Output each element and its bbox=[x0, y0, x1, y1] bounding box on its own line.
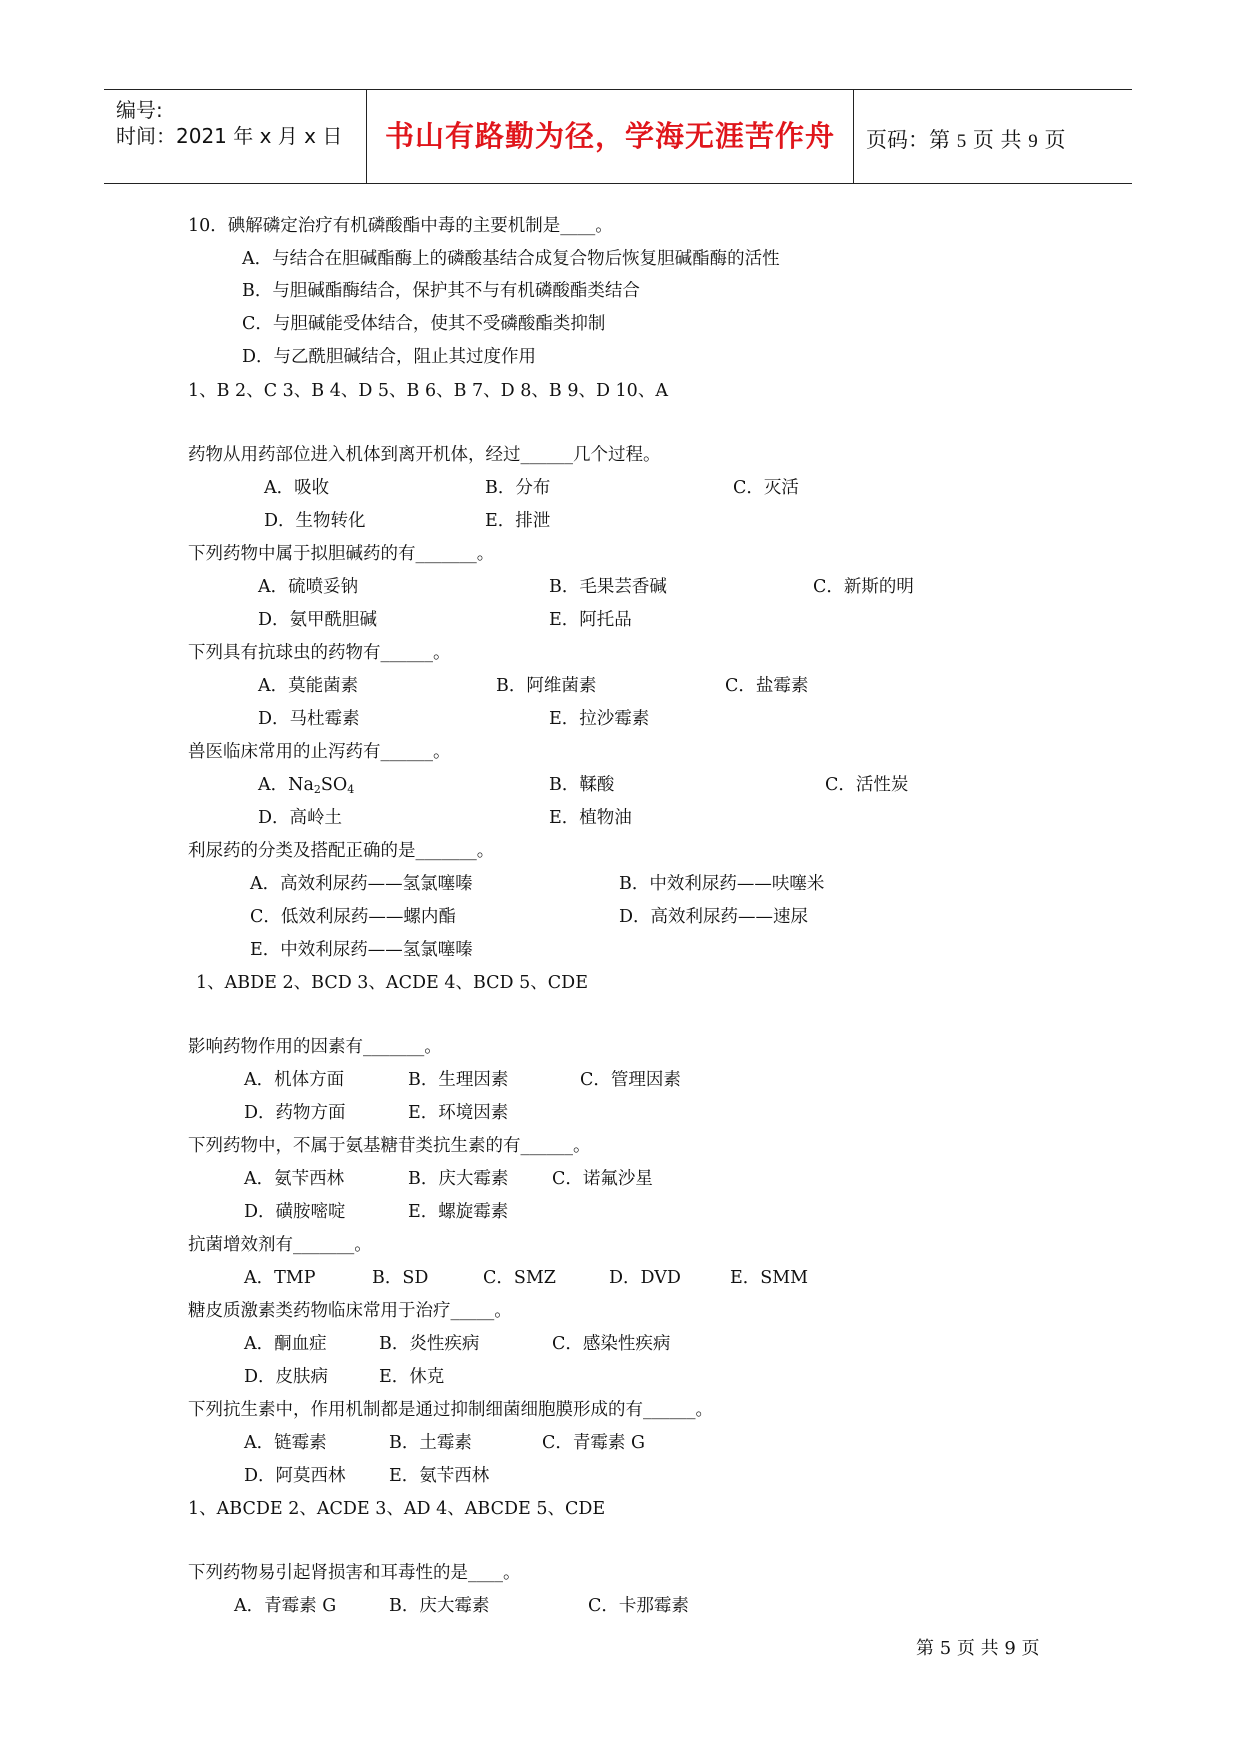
option: D．阿莫西林 bbox=[244, 1466, 346, 1486]
page-current: 5 bbox=[956, 131, 967, 152]
option: E．螺旋霉素 bbox=[408, 1202, 509, 1222]
option: D．DVD bbox=[609, 1268, 681, 1288]
question-stem: 10．碘解磷定治疗有机磷酸酯中毒的主要机制是____。 bbox=[188, 216, 613, 236]
option: D．高岭土 bbox=[258, 808, 343, 828]
question-stem: 下列抗生素中，作用机制都是通过抑制细菌细胞膜形成的有______。 bbox=[188, 1400, 713, 1420]
option: E．环境因素 bbox=[408, 1103, 509, 1123]
option: C．新斯的明 bbox=[813, 577, 914, 597]
option: A．TMP bbox=[244, 1268, 316, 1288]
option: D．马杜霉素 bbox=[258, 709, 360, 729]
option: D．磺胺嘧啶 bbox=[244, 1202, 346, 1222]
option: B．庆大霉素 bbox=[408, 1169, 509, 1189]
option: E．拉沙霉素 bbox=[549, 709, 650, 729]
page-middle: 页 共 bbox=[972, 128, 1022, 152]
option: C．盐霉素 bbox=[725, 676, 809, 696]
question-stem: 利尿药的分类及搭配正确的是_______。 bbox=[188, 841, 495, 861]
option: C．低效利尿药——螺内酯 bbox=[250, 907, 456, 927]
page-footer: 第 5 页 共 9 页 bbox=[916, 1638, 1040, 1659]
option: D．氨甲酰胆碱 bbox=[258, 610, 378, 630]
header-motto-cell bbox=[367, 90, 854, 183]
option: A．吸收 bbox=[264, 478, 330, 498]
answer-key: 1、B 2、C 3、B 4、D 5、B 6、B 7、D 8、B 9、D 10、A bbox=[188, 381, 668, 401]
option: A．莫能菌素 bbox=[258, 676, 359, 696]
option: E．氨苄西林 bbox=[389, 1466, 490, 1486]
option: A．青霉素 G bbox=[234, 1596, 337, 1616]
option: C．SMZ bbox=[483, 1268, 556, 1288]
option: C．管理因素 bbox=[580, 1070, 681, 1090]
option: B．鞣酸 bbox=[549, 775, 615, 795]
question-stem: 下列药物中属于拟胆碱药的有_______。 bbox=[188, 544, 495, 564]
option: D．高效利尿药——速尿 bbox=[619, 907, 809, 927]
question-stem: 兽医临床常用的止泻药有______。 bbox=[188, 742, 451, 762]
option: C．卡那霉素 bbox=[588, 1596, 689, 1616]
option: B．与胆碱酯酶结合，保护其不与有机磷酸酯类结合 bbox=[242, 281, 640, 301]
option: D．皮肤病 bbox=[244, 1367, 329, 1387]
option: A．链霉素 bbox=[244, 1433, 327, 1453]
option: B．中效利尿药——呋噻米 bbox=[619, 874, 825, 894]
option: E．植物油 bbox=[549, 808, 632, 828]
option: E．中效利尿药——氢氯噻嗪 bbox=[250, 940, 473, 960]
option: C．与胆碱能受体结合，使其不受磷酸酯类抑制 bbox=[242, 314, 606, 334]
header-page-cell bbox=[854, 90, 1132, 183]
answer-key: 1、ABDE 2、BCD 3、ACDE 4、BCD 5、CDE bbox=[196, 973, 588, 993]
option: E．SMM bbox=[730, 1268, 809, 1288]
question-stem: 下列药物中，不属于氨基糖苷类抗生素的有______。 bbox=[188, 1136, 591, 1156]
option: B．庆大霉素 bbox=[389, 1596, 490, 1616]
option: E．阿托品 bbox=[549, 610, 632, 630]
option: E．排泄 bbox=[485, 511, 551, 531]
answer-key: 1、ABCDE 2、ACDE 3、AD 4、ABCDE 5、CDE bbox=[188, 1499, 606, 1519]
time-label: 时间：2021 年 x 月 x 日 bbox=[116, 124, 343, 148]
option: A．硫喷妥钠 bbox=[258, 577, 359, 597]
option: C．感染性疾病 bbox=[552, 1334, 671, 1354]
option: C．诺氟沙星 bbox=[552, 1169, 653, 1189]
option: B．土霉素 bbox=[389, 1433, 472, 1453]
option: B．毛果芸香碱 bbox=[549, 577, 667, 597]
question-stem: 影响药物作用的因素有_______。 bbox=[188, 1037, 442, 1057]
number-label: 编号: bbox=[116, 98, 163, 122]
question-stem: 下列具有抗球虫的药物有______。 bbox=[188, 643, 451, 663]
page-prefix: 页码：第 bbox=[866, 128, 950, 152]
question-stem: 下列药物易引起肾损害和耳毒性的是____。 bbox=[188, 1563, 521, 1583]
motto: 书山有路勤为径，学海无涯苦作舟 bbox=[384, 119, 835, 153]
option: B．分布 bbox=[485, 478, 551, 498]
page-suffix: 页 bbox=[1044, 128, 1066, 152]
page-code bbox=[866, 124, 1065, 154]
question-stem: 抗菌增效剂有_______。 bbox=[188, 1235, 372, 1255]
option: B．炎性疾病 bbox=[379, 1334, 480, 1354]
question-stem: 糖皮质激素类药物临床常用于治疗_____。 bbox=[188, 1301, 512, 1321]
document-header bbox=[104, 89, 1132, 184]
option: B．SD bbox=[372, 1268, 429, 1288]
option: A．机体方面 bbox=[244, 1070, 345, 1090]
question-stem: 药物从用药部位进入机体到离开机体，经过______几个过程。 bbox=[188, 445, 661, 465]
option: D．与乙酰胆碱结合，阻止其过度作用 bbox=[242, 347, 537, 367]
option: A．氨苄西林 bbox=[244, 1169, 345, 1189]
page-total: 9 bbox=[1028, 131, 1038, 152]
option: B．生理因素 bbox=[408, 1070, 509, 1090]
option: A．与结合在胆碱酯酶上的磷酸基结合成复合物后恢复胆碱酯酶的活性 bbox=[242, 249, 780, 269]
option: C．灭活 bbox=[733, 478, 799, 498]
option: D．药物方面 bbox=[244, 1103, 346, 1123]
header-left-cell bbox=[104, 90, 367, 183]
option: A．高效利尿药——氢氯噻嗪 bbox=[250, 874, 473, 894]
option: B．阿维菌素 bbox=[496, 676, 597, 696]
option: C．青霉素 G bbox=[542, 1433, 645, 1453]
option: C．活性炭 bbox=[825, 775, 909, 795]
option-chemical-formula: A．$Na_2SO_4$ bbox=[258, 775, 355, 796]
option: D．生物转化 bbox=[264, 511, 366, 531]
option: A．酮血症 bbox=[244, 1334, 327, 1354]
option: E．休克 bbox=[379, 1367, 445, 1387]
